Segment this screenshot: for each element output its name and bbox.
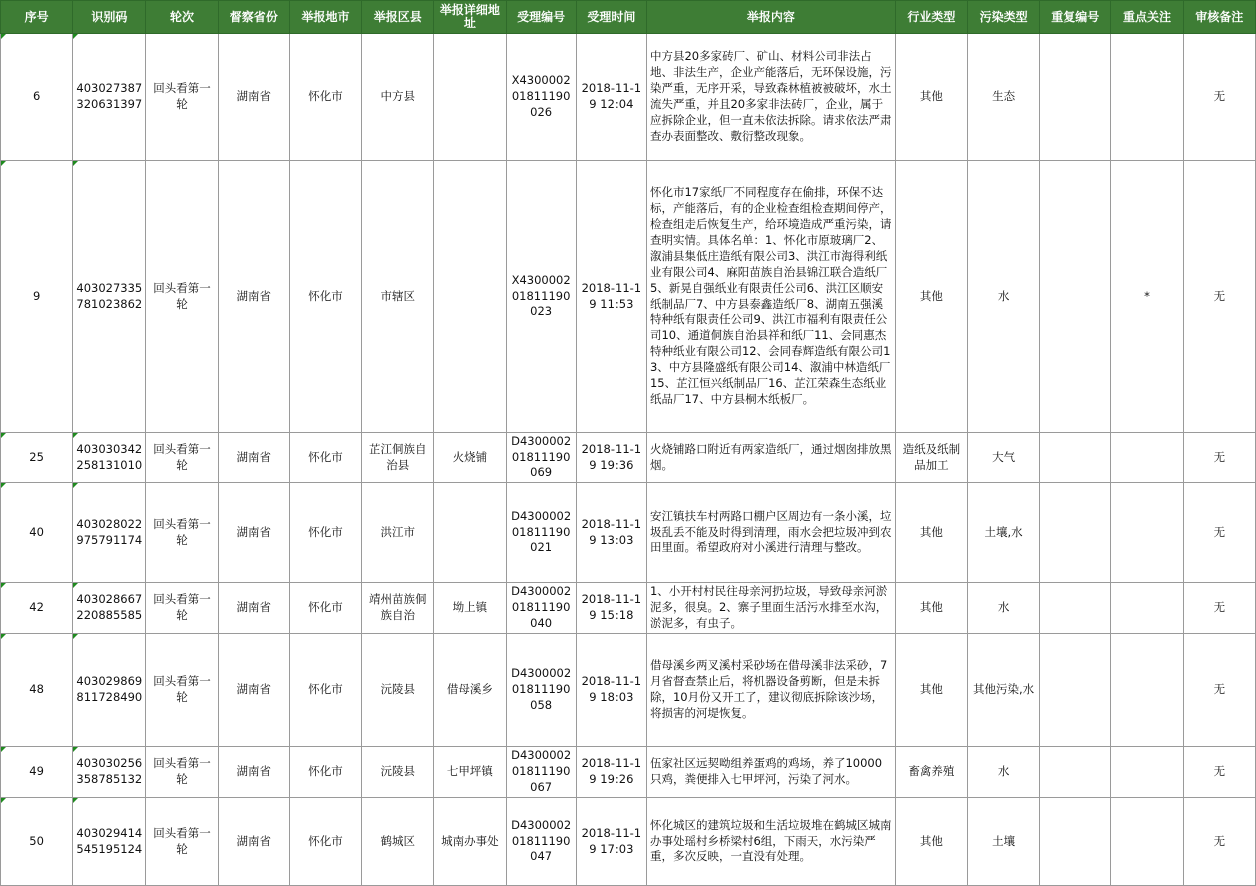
- round-cell[interactable]: 回头看第一轮: [146, 747, 218, 798]
- focus-cell[interactable]: [1111, 433, 1183, 483]
- seq-cell[interactable]: 42: [1, 583, 73, 634]
- accept-no-cell[interactable]: D430000201811190067: [506, 747, 576, 798]
- pollution-cell[interactable]: 水: [967, 161, 1039, 433]
- seq-cell[interactable]: 49: [1, 747, 73, 798]
- district-cell[interactable]: 鹤城区: [362, 798, 434, 886]
- address-cell[interactable]: 火烧铺: [434, 433, 506, 483]
- col-header-code[interactable]: 识别码: [73, 1, 146, 34]
- district-cell[interactable]: 芷江侗族自治县: [362, 433, 434, 483]
- code-cell[interactable]: 403030342258131010: [73, 433, 146, 483]
- province-cell[interactable]: 湖南省: [218, 747, 289, 798]
- table-row: [1, 483, 1256, 583]
- province-cell[interactable]: 湖南省: [218, 798, 289, 886]
- code-cell[interactable]: 403027387320631397: [73, 34, 146, 161]
- repeat-cell[interactable]: [1040, 583, 1111, 634]
- repeat-cell[interactable]: [1040, 161, 1111, 433]
- accept-time-cell[interactable]: 2018-11-19 19:26: [576, 747, 646, 798]
- code-cell[interactable]: 403027335781023862: [73, 161, 146, 433]
- city-cell[interactable]: 怀化市: [289, 747, 361, 798]
- table-row: [1, 161, 1256, 433]
- industry-cell[interactable]: 其他: [895, 161, 967, 433]
- col-header-address[interactable]: 举报详细地址: [434, 1, 506, 34]
- table-row: [1, 34, 1256, 161]
- table-row: [1, 634, 1256, 747]
- focus-cell[interactable]: [1111, 583, 1183, 634]
- round-cell[interactable]: 回头看第一轮: [146, 583, 218, 634]
- code-cell[interactable]: 403029414545195124: [73, 798, 146, 886]
- province-cell[interactable]: 湖南省: [218, 161, 289, 433]
- repeat-cell[interactable]: [1040, 798, 1111, 886]
- repeat-cell[interactable]: [1040, 747, 1111, 798]
- province-cell[interactable]: 湖南省: [218, 634, 289, 747]
- district-cell[interactable]: 市辖区: [362, 161, 434, 433]
- district-cell[interactable]: 沅陵县: [362, 634, 434, 747]
- remark-cell[interactable]: 无: [1183, 747, 1255, 798]
- col-header-content[interactable]: 举报内容: [646, 1, 895, 34]
- district-cell[interactable]: 中方县: [362, 34, 434, 161]
- industry-cell[interactable]: 其他: [895, 34, 967, 161]
- focus-cell[interactable]: *: [1111, 161, 1183, 433]
- industry-cell[interactable]: 造纸及纸制品加工: [895, 433, 967, 483]
- city-cell[interactable]: 怀化市: [289, 583, 361, 634]
- accept-time-cell[interactable]: 2018-11-19 15:18: [576, 583, 646, 634]
- repeat-cell[interactable]: [1040, 634, 1111, 747]
- province-cell[interactable]: 湖南省: [218, 433, 289, 483]
- accept-no-cell[interactable]: X430000201811190026: [506, 34, 576, 161]
- district-cell[interactable]: 沅陵县: [362, 747, 434, 798]
- district-cell[interactable]: 靖州苗族侗族自治: [362, 583, 434, 634]
- accept-no-cell[interactable]: D430000201811190021: [506, 483, 576, 583]
- col-header-remark[interactable]: 审核备注: [1183, 1, 1255, 34]
- address-cell[interactable]: 七甲坪镇: [434, 747, 506, 798]
- table-row: [1, 798, 1256, 886]
- province-cell[interactable]: 湖南省: [218, 483, 289, 583]
- accept-time-cell[interactable]: 2018-11-19 19:36: [576, 433, 646, 483]
- address-cell[interactable]: 城南办事处: [434, 798, 506, 886]
- accept-time-cell[interactable]: 2018-11-19 12:04: [576, 34, 646, 161]
- round-cell[interactable]: 回头看第一轮: [146, 798, 218, 886]
- col-header-focus[interactable]: 重点关注: [1111, 1, 1183, 34]
- accept-time-cell[interactable]: 2018-11-19 17:03: [576, 798, 646, 886]
- code-cell[interactable]: 403029869811728490: [73, 634, 146, 747]
- seq-cell[interactable]: 6: [1, 34, 73, 161]
- col-header-accept-no[interactable]: 受理编号: [506, 1, 576, 34]
- accept-no-cell[interactable]: D430000201811190069: [506, 433, 576, 483]
- code-cell[interactable]: 403030256358785132: [73, 747, 146, 798]
- accept-time-cell[interactable]: 2018-11-19 11:53: [576, 161, 646, 433]
- district-cell[interactable]: 洪江市: [362, 483, 434, 583]
- address-cell[interactable]: [434, 483, 506, 583]
- remark-cell[interactable]: 无: [1183, 634, 1255, 747]
- pollution-cell[interactable]: 大气: [967, 433, 1039, 483]
- industry-cell[interactable]: 其他: [895, 798, 967, 886]
- accept-time-cell[interactable]: 2018-11-19 13:03: [576, 483, 646, 583]
- accept-no-cell[interactable]: D430000201811190047: [506, 798, 576, 886]
- focus-cell[interactable]: [1111, 483, 1183, 583]
- col-header-round[interactable]: 轮次: [146, 1, 218, 34]
- round-cell[interactable]: 回头看第一轮: [146, 34, 218, 161]
- repeat-cell[interactable]: [1040, 34, 1111, 161]
- col-header-accept-time[interactable]: 受理时间: [576, 1, 646, 34]
- col-header-city[interactable]: 举报地市: [289, 1, 361, 34]
- remark-cell[interactable]: 无: [1183, 483, 1255, 583]
- industry-cell[interactable]: 其他: [895, 634, 967, 747]
- col-header-industry[interactable]: 行业类型: [895, 1, 967, 34]
- focus-cell[interactable]: [1111, 634, 1183, 747]
- remark-cell[interactable]: 无: [1183, 161, 1255, 433]
- content-cell[interactable]: 安江镇扶车村两路口棚户区周边有一条小溪，垃圾乱丢不能及时得到清理，雨水会把垃圾冲到农田里面。希望政府对小溪进行清理与整改。: [646, 483, 895, 583]
- round-cell[interactable]: 回头看第一轮: [146, 161, 218, 433]
- remark-cell[interactable]: 无: [1183, 34, 1255, 161]
- table-row: [1, 433, 1256, 483]
- pollution-cell[interactable]: 土壤,水: [967, 483, 1039, 583]
- code-cell[interactable]: 403028667220885585: [73, 583, 146, 634]
- content-cell[interactable]: 中方县20多家砖厂、矿山、材料公司非法占地、非法生产，企业产能落后，无环保设施，污染严重，无序开采，导致森林植被被破坏，水土流失严重，并且20多家非法砖厂，企业，属于应拆除企业，但一直未依法拆除。请求依法严肃查办表面整改、敷衍整改现象。: [646, 34, 895, 161]
- remark-cell[interactable]: 无: [1183, 433, 1255, 483]
- city-cell[interactable]: 怀化市: [289, 161, 361, 433]
- seq-cell[interactable]: 40: [1, 483, 73, 583]
- pollution-cell[interactable]: 土壤: [967, 798, 1039, 886]
- content-cell[interactable]: 火烧铺路口附近有两家造纸厂，通过烟囱排放黑烟。: [646, 433, 895, 483]
- focus-cell[interactable]: [1111, 34, 1183, 161]
- city-cell[interactable]: 怀化市: [289, 34, 361, 161]
- industry-cell[interactable]: 畜禽养殖: [895, 747, 967, 798]
- accept-no-cell[interactable]: D430000201811190058: [506, 634, 576, 747]
- round-cell[interactable]: 回头看第一轮: [146, 433, 218, 483]
- table-row: [1, 747, 1256, 798]
- seq-cell[interactable]: 9: [1, 161, 73, 433]
- accept-time-cell[interactable]: 2018-11-19 18:03: [576, 634, 646, 747]
- address-cell[interactable]: [434, 161, 506, 433]
- focus-cell[interactable]: [1111, 798, 1183, 886]
- industry-cell[interactable]: 其他: [895, 583, 967, 634]
- remark-cell[interactable]: 无: [1183, 583, 1255, 634]
- seq-cell[interactable]: 48: [1, 634, 73, 747]
- round-cell[interactable]: 回头看第一轮: [146, 634, 218, 747]
- pollution-cell[interactable]: 生态: [967, 34, 1039, 161]
- content-cell[interactable]: 怀化城区的建筑垃圾和生活垃圾堆在鹤城区城南办事处瑶村乡桥梁村6组，下雨天，水污染严重，多次反映，一直没有处理。: [646, 798, 895, 886]
- content-cell[interactable]: 怀化市17家纸厂不同程度存在偷排，环保不达标，产能落后，有的企业检查组检查期间停产，检查组走后恢复生产，给环境造成严重污染，请查明实情。具体名单：1、怀化市原玻璃厂2、溆浦县集低庄造纸有限公司3、洪江市海得利纸业有限公司4、麻阳苗族自治县锦江联合造纸厂5、新晃自强纸业有限责任公司6、洪江区顺安纸制品厂7、中方县泰鑫造纸厂8、湖南五强溪特种纸有限责任公司9、洪江市福利有限责任公司10、通道侗族自治县祥和纸厂11、会同惠杰特种纸业有限公司12、会同春辉造纸有限公司13、中方县隆盛纸有限公司14、溆浦中林造纸厂15、芷江恒兴纸制品厂16、芷江荣森生态纸业纸品厂17、中方县桐木纸板厂。: [646, 161, 895, 433]
- col-header-district[interactable]: 举报区县: [362, 1, 434, 34]
- content-cell[interactable]: 借母溪乡两叉溪村采砂场在借母溪非法采砂，7月省督查禁止后，将机器设备剪断，但是未拆除，10月份又开工了，建议彻底拆除该沙场，将损害的河堤恢复。: [646, 634, 895, 747]
- table-row: [1, 583, 1256, 634]
- repeat-cell[interactable]: [1040, 483, 1111, 583]
- col-header-seq[interactable]: 序号: [1, 1, 73, 34]
- col-header-province[interactable]: 督察省份: [218, 1, 289, 34]
- repeat-cell[interactable]: [1040, 433, 1111, 483]
- seq-cell[interactable]: 50: [1, 798, 73, 886]
- city-cell[interactable]: 怀化市: [289, 798, 361, 886]
- focus-cell[interactable]: [1111, 747, 1183, 798]
- address-cell[interactable]: [434, 34, 506, 161]
- pollution-cell[interactable]: 水: [967, 583, 1039, 634]
- address-cell[interactable]: 坳上镇: [434, 583, 506, 634]
- address-cell[interactable]: 借母溪乡: [434, 634, 506, 747]
- content-cell[interactable]: 1、小开村村民往母亲河扔垃圾，导致母亲河淤泥多，很臭。2、寨子里面生活污水排至水沟，淤泥多，有虫子。: [646, 583, 895, 634]
- remark-cell[interactable]: 无: [1183, 798, 1255, 886]
- pollution-cell[interactable]: 其他污染,水: [967, 634, 1039, 747]
- pollution-cell[interactable]: 水: [967, 747, 1039, 798]
- table-body: [1, 34, 1256, 886]
- province-cell[interactable]: 湖南省: [218, 583, 289, 634]
- city-cell[interactable]: 怀化市: [289, 634, 361, 747]
- accept-no-cell[interactable]: D430000201811190040: [506, 583, 576, 634]
- accept-no-cell[interactable]: X430000201811190023: [506, 161, 576, 433]
- code-cell[interactable]: 403028022975791174: [73, 483, 146, 583]
- header-row: [1, 1, 1256, 34]
- city-cell[interactable]: 怀化市: [289, 433, 361, 483]
- content-cell[interactable]: 伍家社区远契呦组养蛋鸡的鸡场，养了10000只鸡，粪便排入七甲坪河，污染了河水。: [646, 747, 895, 798]
- round-cell[interactable]: 回头看第一轮: [146, 483, 218, 583]
- city-cell[interactable]: 怀化市: [289, 483, 361, 583]
- col-header-repeat[interactable]: 重复编号: [1040, 1, 1111, 34]
- col-header-pollution[interactable]: 污染类型: [967, 1, 1039, 34]
- seq-cell[interactable]: 25: [1, 433, 73, 483]
- province-cell[interactable]: 湖南省: [218, 34, 289, 161]
- industry-cell[interactable]: 其他: [895, 483, 967, 583]
